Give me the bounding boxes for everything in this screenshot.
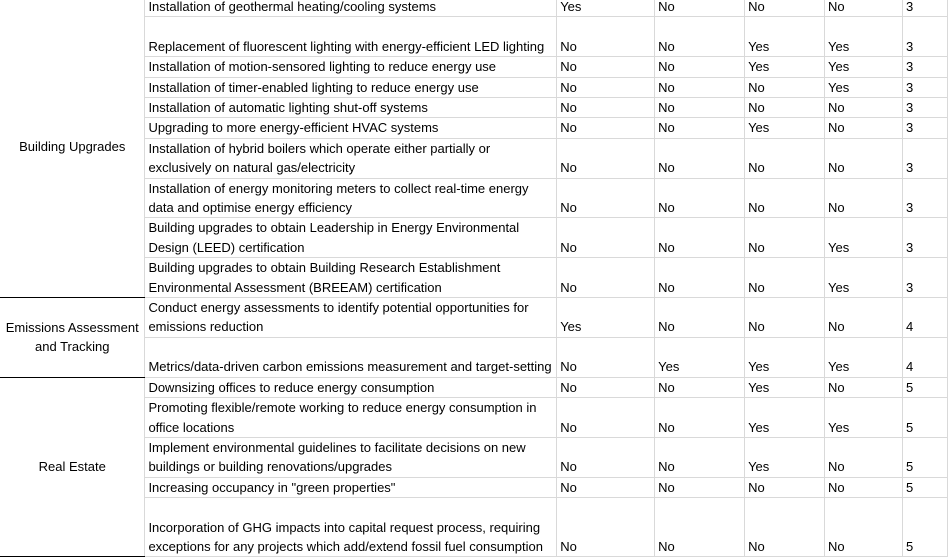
flag-cell[interactable]: No [557, 77, 655, 97]
flag-cell[interactable]: No [825, 98, 903, 118]
flag-cell[interactable]: Yes [655, 337, 745, 377]
action-cell[interactable]: Increasing occupancy in "green properties" [145, 477, 557, 497]
score-cell[interactable]: 4 [902, 298, 947, 338]
flag-cell[interactable]: Yes [825, 17, 903, 57]
flag-cell[interactable]: No [655, 218, 745, 258]
flag-cell[interactable]: No [557, 178, 655, 218]
flag-cell[interactable]: No [825, 0, 903, 17]
flag-cell[interactable]: No [745, 298, 825, 338]
flag-cell[interactable]: No [825, 118, 903, 138]
category-cell[interactable]: Real Estate [0, 377, 145, 557]
table-row [0, 0, 948, 17]
flag-cell[interactable]: No [655, 0, 745, 17]
flag-cell[interactable]: No [557, 57, 655, 77]
action-cell[interactable]: Replacement of fluorescent lighting with energy-efficient LED lighting [145, 17, 557, 57]
action-cell[interactable]: Building upgrades to obtain Leadership in Energy Environmental Design (LEED) certification [145, 218, 557, 258]
flag-cell[interactable]: No [825, 377, 903, 397]
flag-cell[interactable]: No [557, 477, 655, 497]
flag-cell[interactable]: Yes [825, 218, 903, 258]
score-cell[interactable]: 3 [902, 57, 947, 77]
action-cell[interactable]: Conduct energy assessments to identify potential opportunities for emissions reduction [145, 298, 557, 338]
score-cell[interactable]: 3 [902, 218, 947, 258]
flag-cell[interactable]: No [557, 118, 655, 138]
score-cell[interactable]: 3 [902, 118, 947, 138]
score-cell[interactable]: 3 [902, 258, 947, 298]
score-cell[interactable]: 3 [902, 178, 947, 218]
flag-cell[interactable]: No [655, 258, 745, 298]
flag-cell[interactable]: Yes [825, 77, 903, 97]
flag-cell[interactable]: No [825, 437, 903, 477]
flag-cell[interactable]: No [655, 298, 745, 338]
flag-cell[interactable]: No [745, 0, 825, 17]
action-cell[interactable]: Upgrading to more energy-efficient HVAC systems [145, 118, 557, 138]
flag-cell[interactable]: No [557, 498, 655, 557]
flag-cell[interactable]: No [745, 477, 825, 497]
flag-cell[interactable]: No [557, 218, 655, 258]
score-cell[interactable]: 3 [902, 77, 947, 97]
flag-cell[interactable]: No [655, 57, 745, 77]
flag-cell[interactable]: No [745, 178, 825, 218]
flag-cell[interactable]: No [557, 337, 655, 377]
score-cell[interactable]: 5 [902, 377, 947, 397]
flag-cell[interactable]: No [745, 98, 825, 118]
flag-cell[interactable]: No [745, 77, 825, 97]
flag-cell[interactable]: No [655, 398, 745, 438]
action-cell[interactable]: Installation of hybrid boilers which operate either partially or exclusively on natural gas/electricity [145, 138, 557, 178]
flag-cell[interactable]: Yes [557, 0, 655, 17]
flag-cell[interactable]: No [825, 298, 903, 338]
flag-cell[interactable]: No [825, 178, 903, 218]
action-cell[interactable]: Installation of timer-enabled lighting to reduce energy use [145, 77, 557, 97]
action-cell[interactable]: Installation of geothermal heating/cooling systems [145, 0, 557, 17]
score-cell[interactable]: 5 [902, 498, 947, 557]
action-cell[interactable]: Metrics/data-driven carbon emissions measurement and target-setting [145, 337, 557, 377]
score-cell[interactable]: 5 [902, 477, 947, 497]
flag-cell[interactable]: No [655, 138, 745, 178]
flag-cell[interactable]: No [655, 498, 745, 557]
action-cell[interactable]: Installation of energy monitoring meters to collect real-time energy data and optimise energy efficiency [145, 178, 557, 218]
score-cell[interactable]: 3 [902, 17, 947, 57]
flag-cell[interactable]: No [745, 498, 825, 557]
flag-cell[interactable]: Yes [745, 377, 825, 397]
score-cell[interactable]: 3 [902, 138, 947, 178]
flag-cell[interactable]: Yes [745, 437, 825, 477]
action-cell[interactable]: Downsizing offices to reduce energy consumption [145, 377, 557, 397]
flag-cell[interactable]: No [655, 377, 745, 397]
flag-cell[interactable]: No [655, 17, 745, 57]
score-cell[interactable]: 5 [902, 437, 947, 477]
flag-cell[interactable]: No [557, 258, 655, 298]
action-cell[interactable]: Building upgrades to obtain Building Research Establishment Environmental Assessment (BREEAM) certification [145, 258, 557, 298]
flag-cell[interactable]: No [655, 77, 745, 97]
flag-cell[interactable]: No [557, 98, 655, 118]
flag-cell[interactable]: Yes [745, 337, 825, 377]
flag-cell[interactable]: Yes [745, 118, 825, 138]
flag-cell[interactable]: No [745, 218, 825, 258]
flag-cell[interactable]: No [825, 498, 903, 557]
category-cell[interactable]: Emissions Assessment and Tracking [0, 298, 145, 378]
score-cell[interactable]: 4 [902, 337, 947, 377]
action-cell[interactable]: Installation of motion-sensored lighting to reduce energy use [145, 57, 557, 77]
flag-cell[interactable]: No [745, 138, 825, 178]
score-cell[interactable]: 3 [902, 98, 947, 118]
flag-cell[interactable]: No [655, 98, 745, 118]
action-cell[interactable]: Implement environmental guidelines to facilitate decisions on new buildings or building renovations/upgrades [145, 437, 557, 477]
flag-cell[interactable]: No [655, 477, 745, 497]
flag-cell[interactable]: No [655, 118, 745, 138]
flag-cell[interactable]: Yes [825, 398, 903, 438]
action-cell[interactable]: Incorporation of GHG impacts into capital request process, requiring exceptions for any projects which add/extend fossil fuel consumption [145, 498, 557, 557]
flag-cell[interactable]: No [655, 437, 745, 477]
category-cell[interactable]: Building Upgrades [0, 0, 145, 298]
flag-cell[interactable]: No [825, 477, 903, 497]
flag-cell[interactable]: No [825, 138, 903, 178]
action-cell[interactable]: Installation of automatic lighting shut-off systems [145, 98, 557, 118]
flag-cell[interactable]: Yes [557, 298, 655, 338]
table-row [0, 377, 948, 397]
flag-cell[interactable]: No [557, 138, 655, 178]
flag-cell[interactable]: No [745, 258, 825, 298]
flag-cell[interactable]: No [557, 17, 655, 57]
flag-cell[interactable]: No [655, 178, 745, 218]
flag-cell[interactable]: Yes [745, 17, 825, 57]
flag-cell[interactable]: Yes [825, 337, 903, 377]
flag-cell[interactable]: No [557, 437, 655, 477]
score-cell[interactable]: 5 [902, 398, 947, 438]
flag-cell[interactable]: No [557, 377, 655, 397]
table-row [0, 298, 948, 338]
flag-cell[interactable]: No [557, 398, 655, 438]
action-cell[interactable]: Promoting flexible/remote working to reduce energy consumption in office locations [145, 398, 557, 438]
flag-cell[interactable]: Yes [745, 398, 825, 438]
score-cell[interactable]: 3 [902, 0, 947, 17]
flag-cell[interactable]: Yes [825, 258, 903, 298]
flag-cell[interactable]: Yes [745, 57, 825, 77]
flag-cell[interactable]: Yes [825, 57, 903, 77]
